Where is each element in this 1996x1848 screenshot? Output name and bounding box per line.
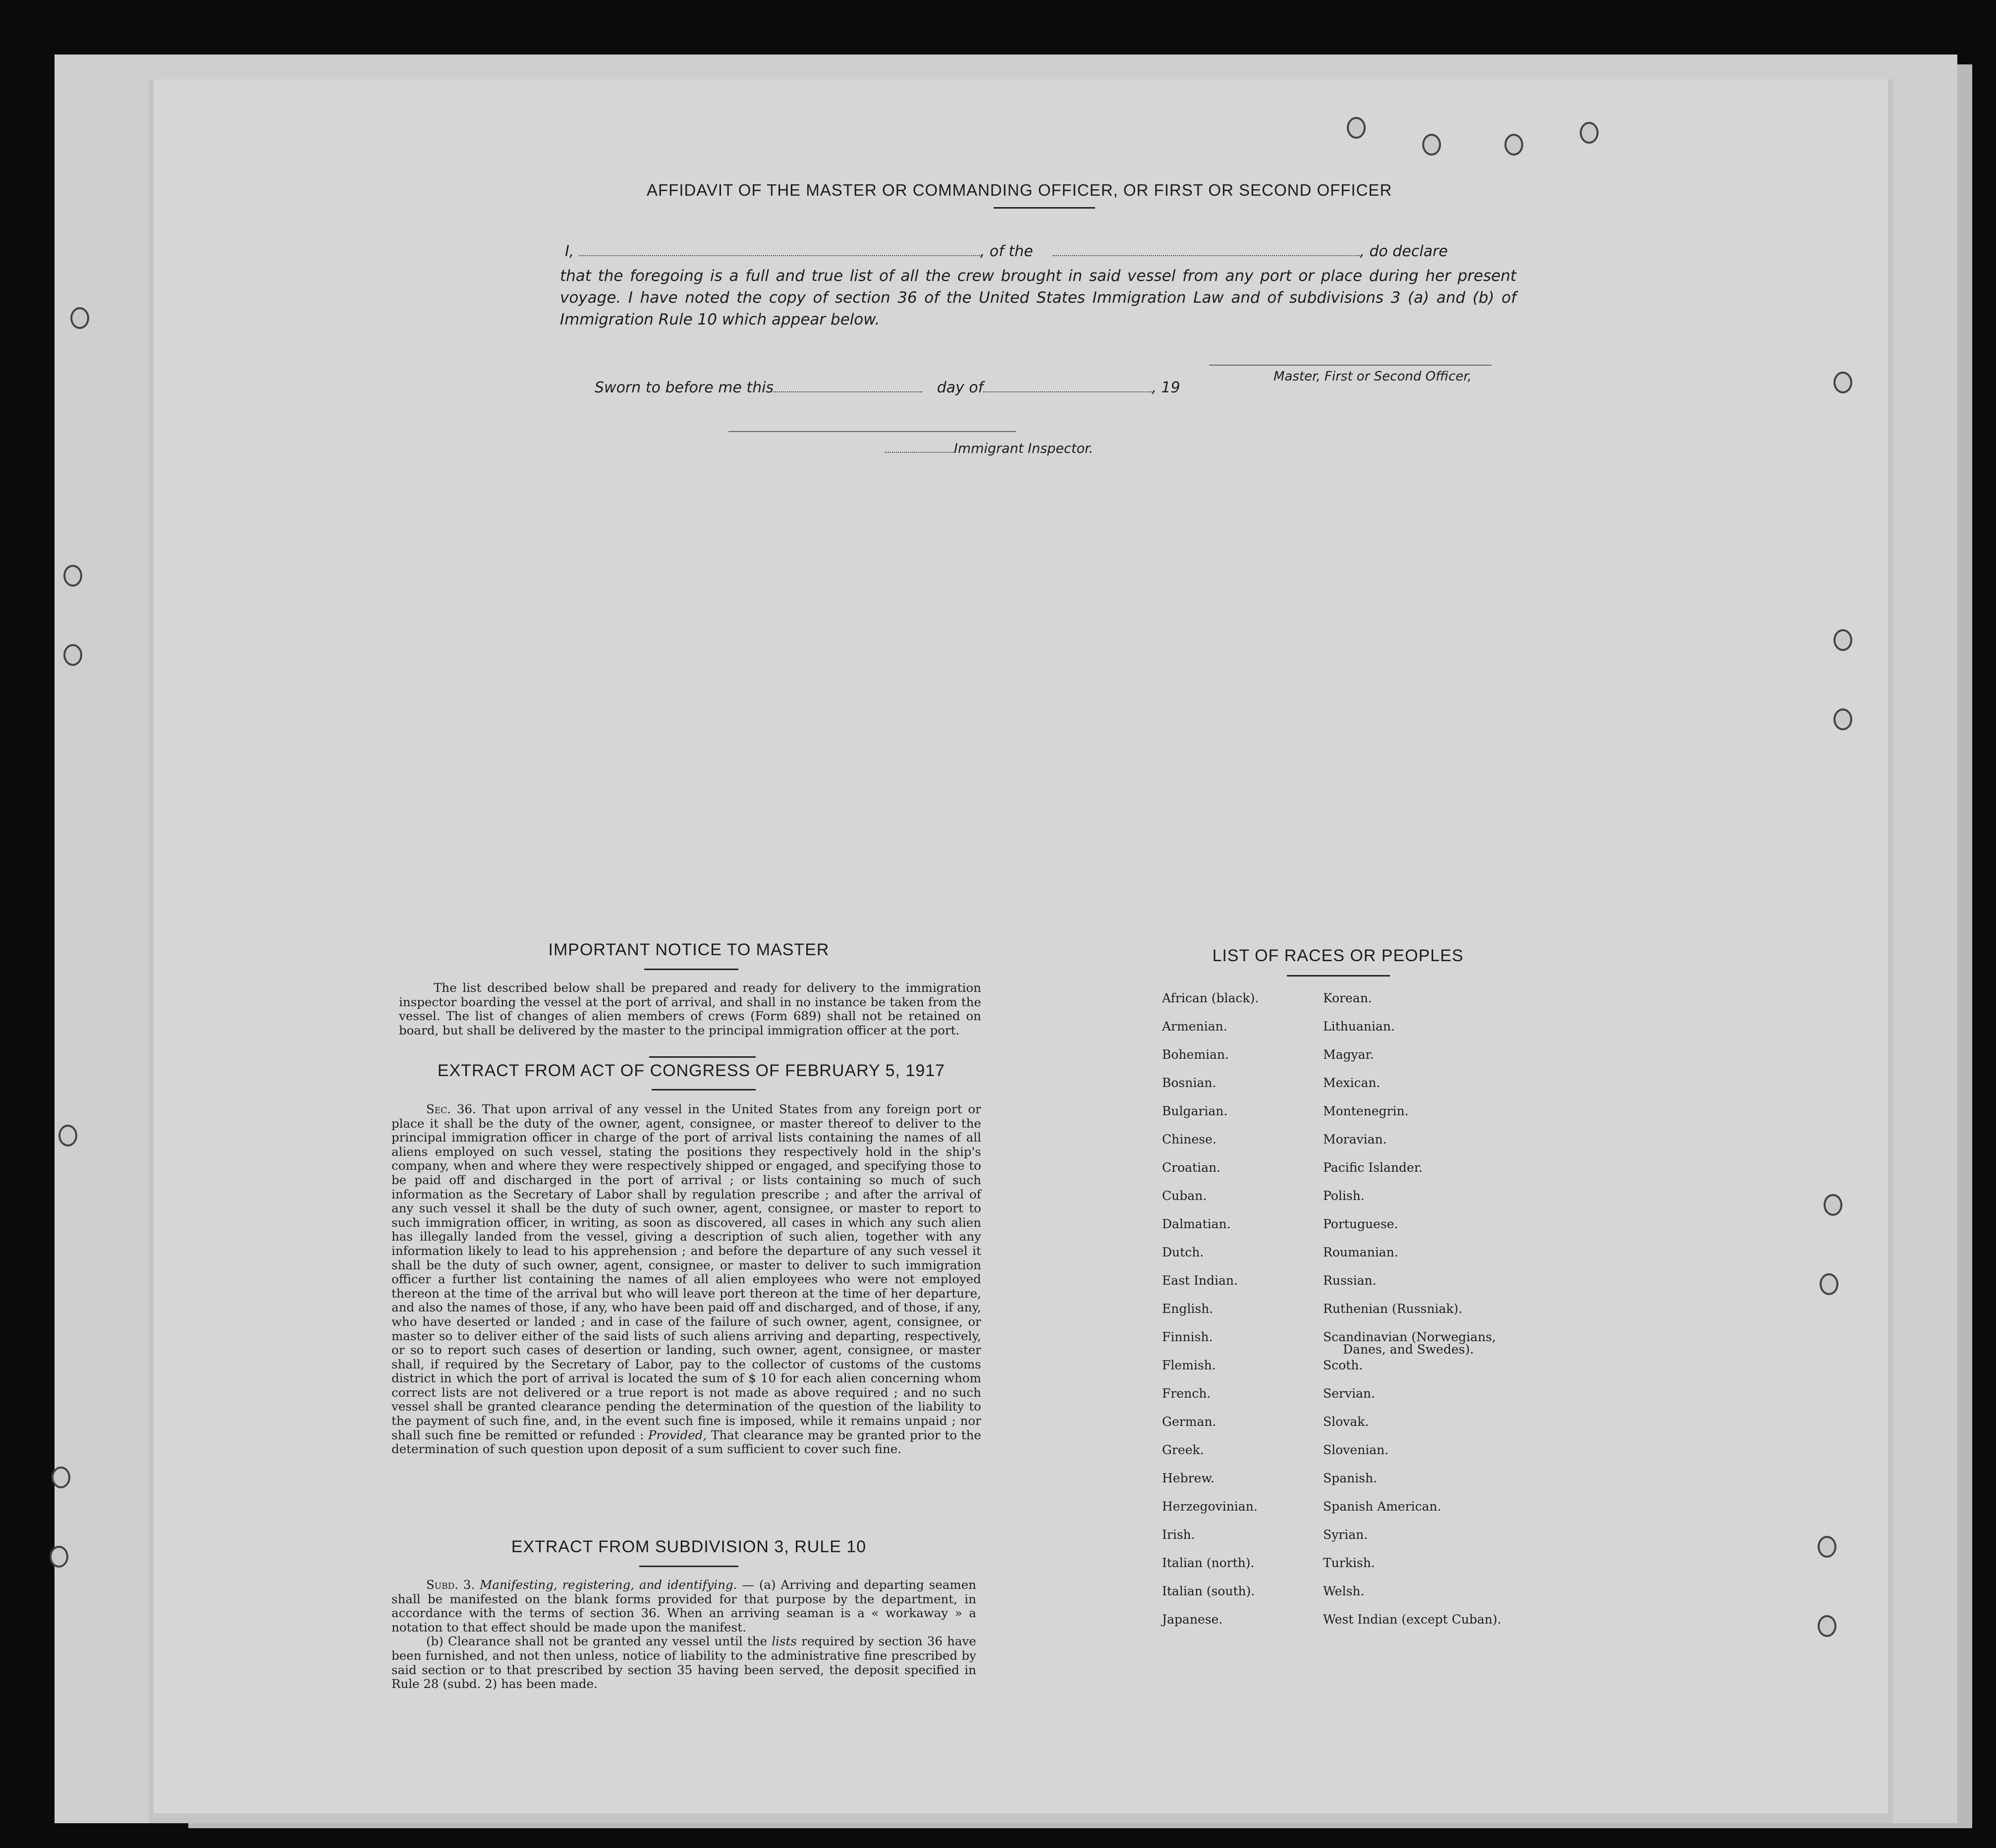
race-item: Scoth.: [1323, 1358, 1363, 1372]
master-caption: Master, First or Second Officer,: [1274, 369, 1472, 384]
punch-hole-icon: [1422, 134, 1441, 156]
race-item: Montenegrin.: [1323, 1104, 1409, 1118]
punch-hole-icon: [1833, 708, 1852, 730]
race-item: Hebrew.: [1162, 1471, 1215, 1485]
race-item: Spanish American.: [1323, 1499, 1442, 1514]
race-item: Ruthenian (Russniak).: [1323, 1302, 1463, 1316]
act-underline: [652, 1089, 756, 1090]
race-item: Armenian.: [1162, 1019, 1227, 1033]
sworn-day-field[interactable]: [774, 391, 922, 392]
affidavit-title: AFFIDAVIT OF THE MASTER OR COMMANDING OFFICER, OR FIRST OR SECOND OFFICER: [647, 181, 1392, 199]
act-text: Sec. 36. That upon arrival of any vessel in the United States from any foreign port or place it shall be the duty of the owner, agent, consignee, or master thereof to deliver to the principal immigration officer in charge of the port of arrival lists containing the names of all aliens employed on such vessel, stating the positions they respectively hold in the ship's company, when and where they were respectively shipped or engaged, and specifying those to be paid off and discharged in the port of arrival ; or lists containing so much of such information as the Secretary of Labor shall by regulation prescribe ; and after the arrival of any such vessel it shall be the duty of such owner, agent, consignee, or master to report to such immigration officer, in writing, as soon as discovered, all cases in which any such alien has illegally landed from the vessel, giving a description of such alien, together with any information likely to lead to his apprehension ; and before the departure of any such vessel it shall be the duty of such owner, agent, consignee, or master to deliver to such immigration officer a further list containing the names of all alien employees who were not employed thereon at the time of the arrival but who will leave port thereon at the time of her departure, and also the names of those, if any, who have been paid off and discharged, and of those, if any, who have deserted or landed ; and in case of the failure of such owner, agent, consignee, or master so to deliver either of the said lists of such aliens arriving and departing, respectively, or so to report such cases of desertion or landing, such owner, agent, consignee, or master shall, if required by the Secretary of Labor, pay to the collector of customs of the customs district in which the port of arrival is located the sum of $ 10 for each alien concerning whom correct lists are not delivered or a true report is not made as above required ; and no such vessel shall be granted clearance pending the determination of the question of the liability to the payment of such fine, and, in the event such fine is imposed, while it remains unpaid ; nor shall such fine be remitted or refunded : Provided, That clearance may be granted prior to the determination of such question upon deposit of a sum sufficient to cover such fine.: [391, 1102, 981, 1457]
sworn-month-field[interactable]: [983, 391, 1152, 392]
race-item: Italian (north).: [1162, 1556, 1255, 1570]
inspector-signature-line[interactable]: [728, 431, 1016, 432]
declarant-prefix: I,: [565, 243, 574, 260]
punch-hole-icon: [52, 1467, 70, 1488]
title-underline: [994, 207, 1095, 209]
notice-text: The list described below shall be prepared and ready for delivery to the immigration inspector boarding the vessel at the port of arrival, and shall in no instance be taken from the vessel. The list of changes of alien members of crews (Form 689) shall not be retained on board, but shall be delivered by the master to the principal immigration officer at the port.: [399, 980, 981, 1037]
race-item: Syrian.: [1323, 1527, 1368, 1542]
race-item: Italian (south).: [1162, 1584, 1255, 1598]
declarant-name-field[interactable]: [579, 255, 980, 256]
form-sheet: [154, 79, 1888, 1813]
race-item: Slovak.: [1323, 1414, 1369, 1429]
race-item: French.: [1162, 1386, 1211, 1401]
punch-hole-icon: [50, 1546, 68, 1568]
race-item: Dalmatian.: [1162, 1217, 1231, 1231]
punch-hole-icon: [63, 644, 82, 666]
inspector-field[interactable]: [885, 452, 954, 453]
punch-hole-icon: [1580, 122, 1599, 144]
race-item: Servian.: [1323, 1386, 1375, 1401]
race-item: Slovenian.: [1323, 1443, 1389, 1457]
act-title-rule: [649, 1056, 756, 1058]
punch-hole-icon: [1347, 117, 1366, 139]
race-item: Spanish.: [1323, 1471, 1378, 1485]
rule-underline: [639, 1566, 738, 1567]
inspector-caption: Immigrant Inspector.: [885, 441, 1093, 456]
races-title: LIST OF RACES OR PEOPLES: [1212, 946, 1464, 965]
declare-label: , do declare: [1360, 243, 1448, 260]
race-item: Magyar.: [1323, 1047, 1374, 1062]
punch-hole-icon: [70, 307, 89, 329]
race-item: Croatian.: [1162, 1160, 1221, 1175]
race-item: Bulgarian.: [1162, 1104, 1228, 1118]
race-item: Roumanian.: [1323, 1245, 1398, 1259]
rule-title: EXTRACT FROM SUBDIVISION 3, RULE 10: [511, 1537, 867, 1556]
race-item: Pacific Islander.: [1323, 1160, 1423, 1175]
notice-title: IMPORTANT NOTICE TO MASTER: [548, 940, 830, 959]
race-item: East Indian.: [1162, 1273, 1238, 1288]
race-item-continuation: Danes, and Swedes).: [1343, 1342, 1474, 1357]
race-item: Finnish.: [1162, 1330, 1213, 1344]
races-column-1: [1162, 991, 1259, 1640]
notice-underline: [644, 969, 738, 970]
race-item: Chinese.: [1162, 1132, 1217, 1146]
act-title: EXTRACT FROM ACT OF CONGRESS OF FEBRUARY 5, 1917: [437, 1061, 945, 1080]
punch-hole-icon: [63, 565, 82, 587]
races-underline: [1287, 975, 1390, 977]
race-item: Turkish.: [1323, 1556, 1375, 1570]
punch-hole-icon: [1818, 1615, 1836, 1637]
race-item: Portuguese.: [1323, 1217, 1398, 1231]
sec-label: Sec. 36.: [426, 1102, 476, 1116]
punch-hole-icon: [1824, 1194, 1842, 1216]
race-item: Welsh.: [1323, 1584, 1365, 1598]
sworn-day-of: day of: [937, 379, 984, 396]
vessel-name-field[interactable]: [1053, 255, 1360, 256]
punch-hole-icon: [1833, 629, 1852, 651]
race-item: Moravian.: [1323, 1132, 1387, 1146]
of-the-label: , of the: [980, 243, 1033, 260]
sworn-line: [595, 379, 1180, 396]
race-item: Polish.: [1323, 1189, 1365, 1203]
race-item: Dutch.: [1162, 1245, 1204, 1259]
race-item: Korean.: [1323, 991, 1372, 1005]
race-item: Scandinavian (Norwegians, Danes, and Swedes).: [1323, 1330, 1501, 1358]
punch-hole-icon: [1504, 134, 1523, 156]
sworn-prefix: Sworn to before me this: [595, 379, 774, 396]
punch-hole-icon: [58, 1125, 77, 1146]
race-item: Greek.: [1162, 1443, 1204, 1457]
rule-text: Subd. 3. Manifesting, registering, and identifying. — (a) Arriving and departing seamen shall be manifested on the blank forms provided for that purpose by the department, in accordance with the terms of section 36. When an arriving seaman is a « workaway » a notation to that effect should be made upon the manifest. (b) Clearance shall not be granted any vessel until the lists required by section 36 have been furnished, and not then unless, notice of liability to the administrative fine prescribed by said section or to that prescribed by section 35 having been served, the deposit specified in Rule 28 (subd. 2) has been made.: [391, 1577, 976, 1691]
race-item: Bohemian.: [1162, 1047, 1229, 1062]
punch-hole-icon: [1818, 1536, 1836, 1558]
punch-hole-icon: [1820, 1273, 1838, 1295]
master-signature-line[interactable]: [1209, 365, 1492, 366]
race-item: Irish.: [1162, 1527, 1195, 1542]
race-item: Japanese.: [1162, 1612, 1223, 1627]
race-item: Russian.: [1323, 1273, 1377, 1288]
race-item: Flemish.: [1162, 1358, 1216, 1372]
race-item: Herzegovinian.: [1162, 1499, 1258, 1514]
sworn-year: , 19: [1152, 379, 1180, 396]
race-item: Bosnian.: [1162, 1076, 1217, 1090]
punch-hole-icon: [1833, 372, 1852, 393]
race-item: African (black).: [1162, 991, 1259, 1005]
races-column-2: [1323, 991, 1501, 1640]
affidavit-body: that the foregoing is a full and true list of all the crew brought in said vessel from any port or place during her present voyage. I have noted the copy of section 36 of the United States Immigration Law and of subdivisions 3 (a) and (b) of Immigration Rule 10 which appear below.: [560, 267, 1516, 328]
race-item: English.: [1162, 1302, 1214, 1316]
race-item: West Indian (except Cuban).: [1323, 1612, 1501, 1627]
race-item: Cuban.: [1162, 1189, 1207, 1203]
race-item: Mexican.: [1323, 1076, 1381, 1090]
race-item: German.: [1162, 1414, 1217, 1429]
race-item: Lithuanian.: [1323, 1019, 1395, 1033]
affidavit-declaration-line: [565, 243, 1448, 260]
